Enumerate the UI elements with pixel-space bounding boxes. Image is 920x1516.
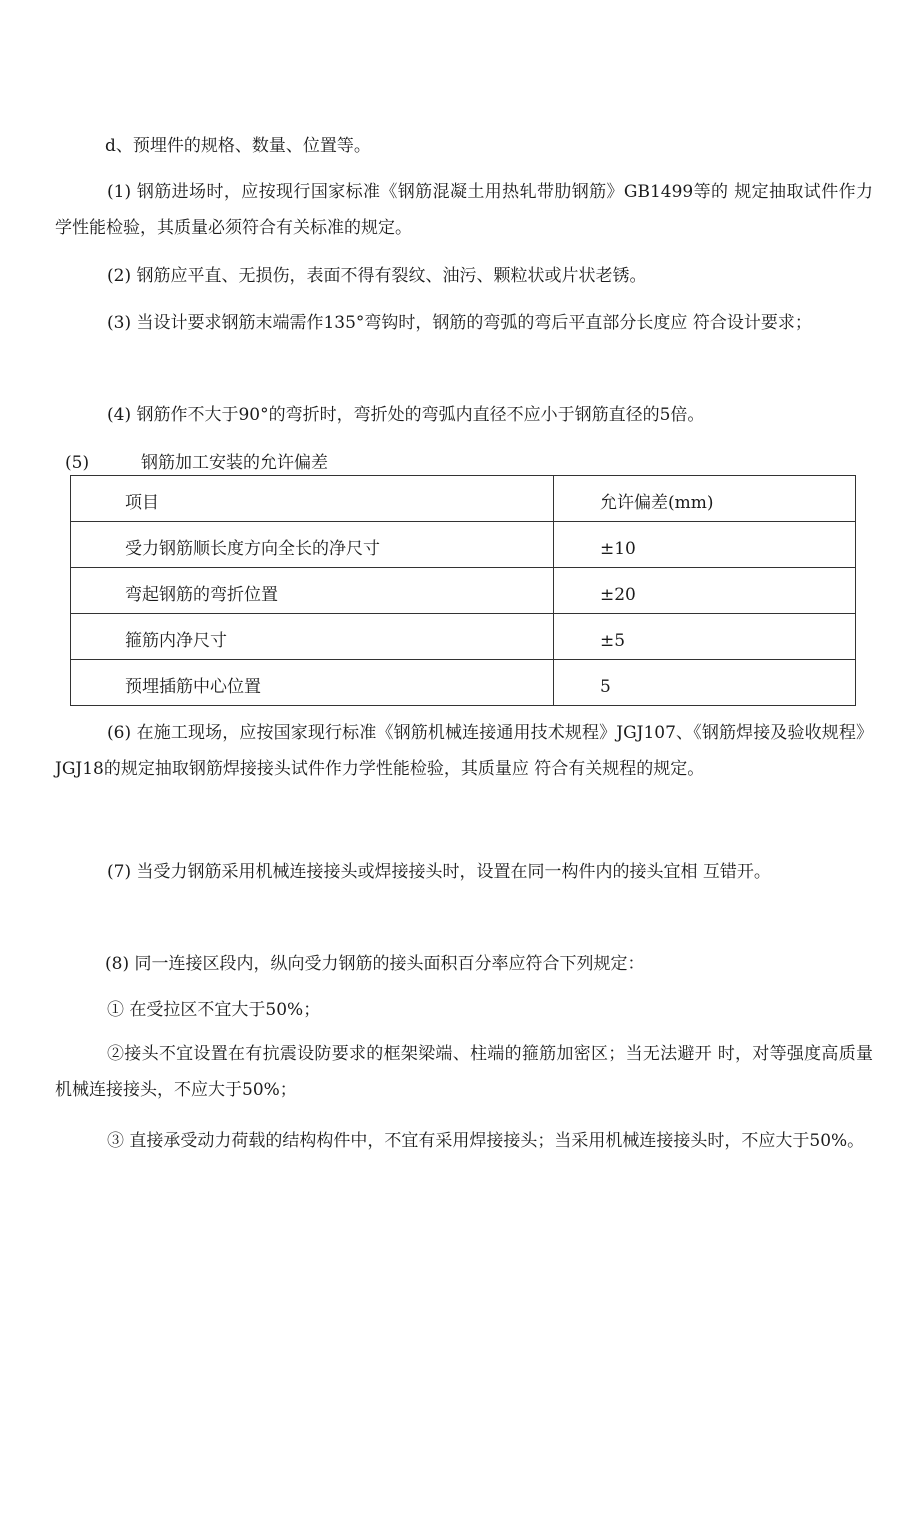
paragraph-text: ① 在受拉区不宜大于50%；: [107, 1000, 321, 1020]
paragraph-d: [55, 128, 873, 164]
paragraph-2: [55, 258, 873, 294]
paragraph-text: ②接头不宜设置在有抗震设防要求的框架梁端、柱端的箍筋加密区；当无法避开 时，对等强度高质量机械连接接头，不应大于50%；: [55, 1044, 873, 1100]
paragraph-6: [55, 715, 873, 787]
paragraph-7: [55, 854, 873, 890]
table-header-row: [71, 476, 856, 522]
paragraph-text: d、预埋件的规格、数量、位置等。: [105, 136, 371, 156]
paragraph-3: [55, 305, 873, 341]
tolerance-table: [70, 475, 856, 706]
row-tolerance: ±10: [554, 522, 856, 568]
row-tolerance: 5: [554, 660, 856, 706]
paragraph-1: [55, 174, 873, 246]
paragraph-text: (7) 当受力钢筋采用机械连接接头或焊接接头时，设置在同一构件内的接头宜相 互错开。: [107, 862, 771, 882]
header-tolerance: 允许偏差(mm): [554, 476, 856, 522]
table-row: [71, 522, 856, 568]
paragraph-text: (8) 同一连接区段内，纵向受力钢筋的接头面积百分率应符合下列规定：: [105, 954, 645, 974]
row-item: 箍筋内净尺寸: [71, 614, 554, 660]
paragraph-8-2: [55, 1036, 873, 1108]
row-tolerance: ±20: [554, 568, 856, 614]
paragraph-text: (2) 钢筋应平直、无损伤，表面不得有裂纹、油污、颗粒状或片状老锈。: [107, 266, 647, 286]
paragraph-text: (4) 钢筋作不大于90°的弯折时，弯折处的弯弧内直径不应小于钢筋直径的5倍。: [107, 405, 705, 425]
paragraph-4: [55, 397, 873, 433]
row-item: 弯起钢筋的弯折位置: [71, 568, 554, 614]
table-caption-number: (5): [65, 453, 90, 473]
header-item: 项目: [71, 476, 554, 522]
row-tolerance: ±5: [554, 614, 856, 660]
paragraph-8: [55, 946, 873, 982]
table-row: [71, 660, 856, 706]
paragraph-8-1: [55, 992, 873, 1028]
row-item: 受力钢筋顺长度方向全长的净尺寸: [71, 522, 554, 568]
table-row: [71, 614, 856, 660]
table-caption-text: 钢筋加工安装的允许偏差: [141, 453, 328, 473]
paragraph-8-3: [55, 1123, 873, 1159]
paragraph-text: (6) 在施工现场，应按国家现行标准《钢筋机械连接通用技术规程》JGJ107、《钢筋焊接及验收规程》JGJ18的规定抽取钢筋焊接接头试件作力学性能检验，其质量应 符合有关规程的规定。: [55, 723, 873, 779]
paragraph-text: ③ 直接承受动力荷载的结构构件中，不宜有采用焊接接头；当采用机械连接接头时，不应大于50%。: [107, 1131, 865, 1151]
paragraph-text: (3) 当设计要求钢筋末端需作135°弯钩时，钢筋的弯弧的弯后平直部分长度应 符合设计要求；: [107, 313, 812, 333]
row-item: 预埋插筋中心位置: [71, 660, 554, 706]
paragraph-text: (1) 钢筋进场时，应按现行国家标准《钢筋混凝土用热轧带肋钢筋》GB1499等的 规定抽取试件作力学性能检验，其质量必须符合有关标准的规定。: [55, 182, 873, 238]
table-row: [71, 568, 856, 614]
